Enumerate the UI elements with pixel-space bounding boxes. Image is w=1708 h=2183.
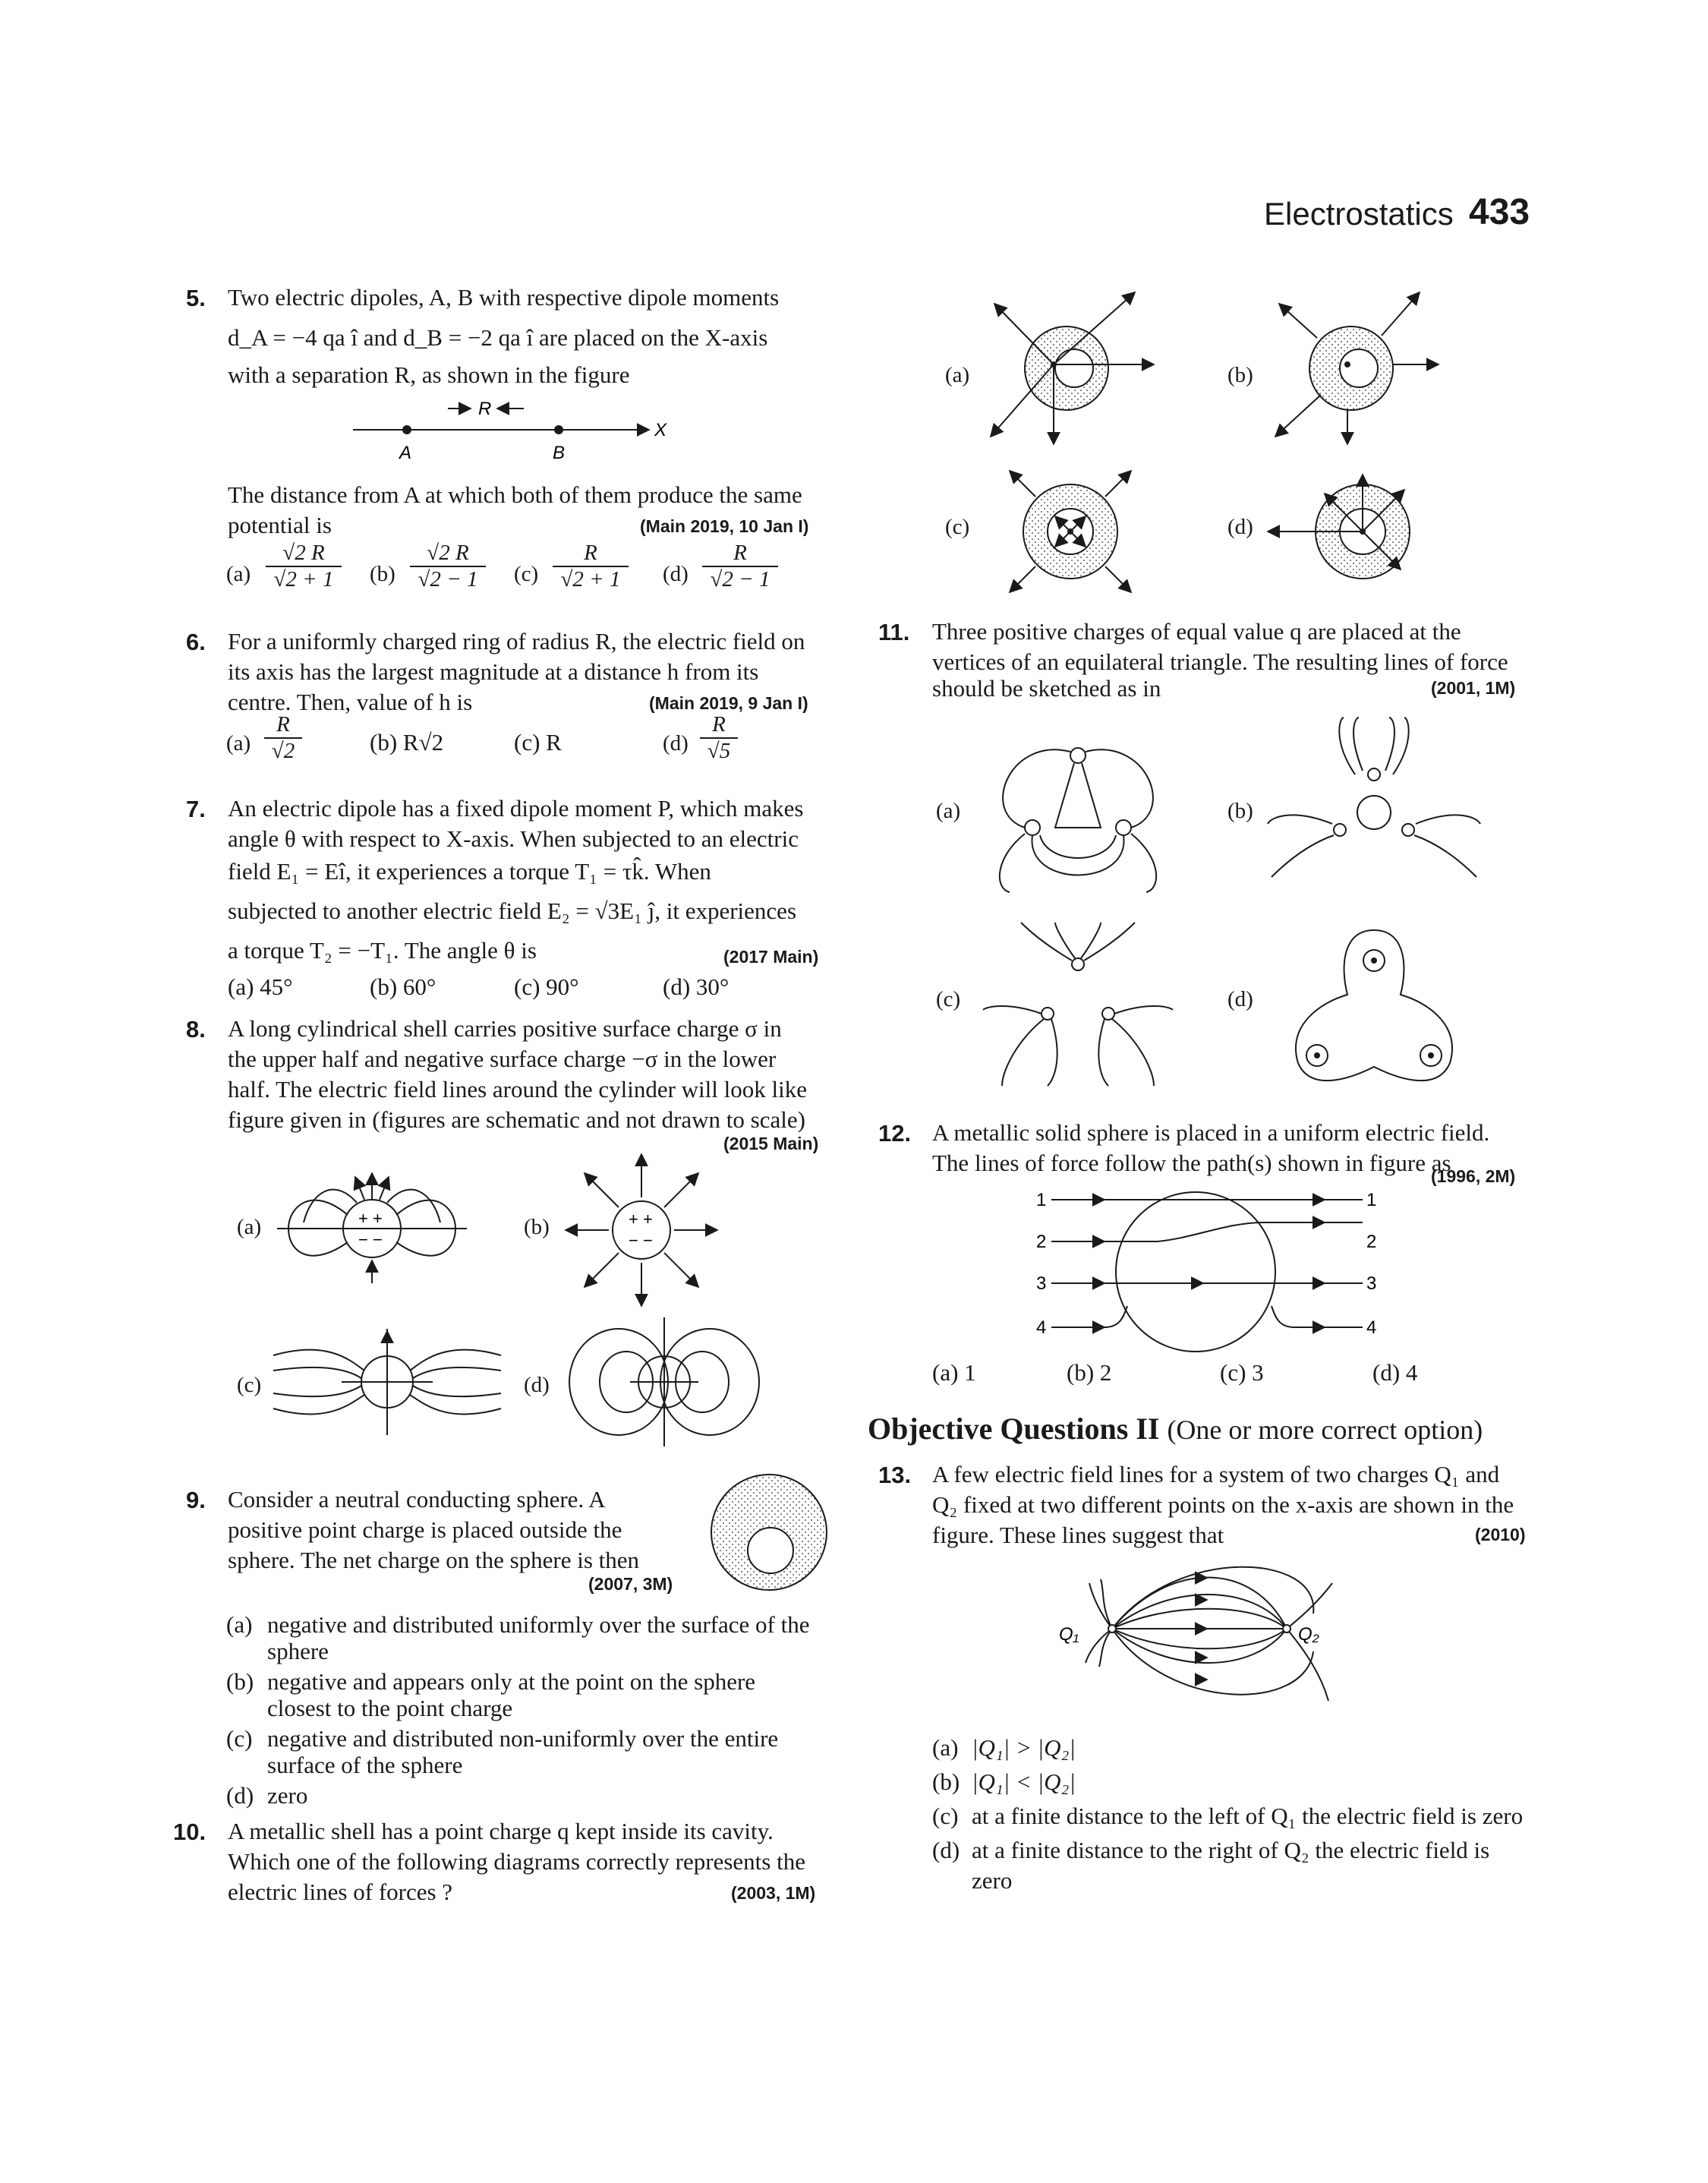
q11-figure-a[interactable] (979, 721, 1177, 896)
q10-source-tag: (2003, 1M) (731, 1883, 816, 1903)
q5-option-a-value[interactable]: $\frac{√2 R}{√2 + 1}$ (266, 541, 342, 592)
svg-text:− −: − − (358, 1230, 383, 1249)
q13-option-d-text-line-2[interactable]: zero (972, 1867, 1013, 1894)
field-line-label-4-right: 4 (1366, 1317, 1377, 1338)
q5-option-b-value[interactable]: $\frac{√2 R}{√2 - 1}$ (410, 541, 486, 592)
q6-source-tag: (Main 2019, 9 Jan I) (649, 693, 808, 713)
q5-option-c-label: (c) (514, 562, 539, 586)
field-line-label-3-right: 3 (1366, 1273, 1377, 1294)
q13-line-3: figure. These lines suggest that (932, 1522, 1224, 1548)
field-line-label-3-left: 3 (1036, 1273, 1047, 1294)
q5-option-a-label: (a) (226, 562, 251, 586)
q12-option-c[interactable]: (c) 3 (1220, 1359, 1264, 1386)
q5-line-5: potential is (228, 512, 332, 538)
q7-line-4: subjected to another electric field E₂ = √3E₁ ĵ, it experiences (228, 897, 797, 924)
q6-option-b[interactable]: (b) R√2 (370, 729, 444, 756)
q12-sphere-field-figure (1029, 1185, 1385, 1344)
field-line-label-4-left: 4 (1036, 1317, 1047, 1338)
section-title: Objective Questions II (868, 1412, 1160, 1446)
q13-field-lines-figure (1055, 1568, 1359, 1720)
q12-source-tag: (1996, 2M) (1431, 1166, 1516, 1186)
q13-number: 13. (878, 1462, 912, 1488)
q7-option-b[interactable]: (b) 60° (370, 973, 436, 1000)
q10-figure-b-label: (b) (1227, 363, 1253, 387)
q10-figure-c-label: (c) (945, 515, 970, 539)
q8-line-1: A long cylindrical shell carries positive surface charge σ in (228, 1015, 782, 1042)
q9-option-b-label: (b) (226, 1668, 254, 1695)
charge-label-q1: Q₁ (1059, 1624, 1079, 1645)
q5-line-4: The distance from A at which both of them produce the same (228, 481, 802, 508)
q5-option-d-label: (d) (663, 562, 689, 586)
q6-option-a-value[interactable]: $\frac{R}{√2}$ (264, 712, 302, 764)
q7-option-c[interactable]: (c) 90° (514, 973, 579, 1000)
q12-line-2: The lines of force follow the path(s) shown in figure as (932, 1150, 1451, 1176)
q13-option-d-text[interactable]: at a finite distance to the right of Q₂ the electric field is (972, 1837, 1490, 1863)
q6-option-d-value[interactable]: $\frac{R}{√5}$ (700, 712, 738, 764)
q8-figure-c[interactable] (266, 1325, 509, 1439)
field-line-label-2-right: 2 (1366, 1232, 1377, 1252)
q5-option-b-label: (b) (370, 562, 395, 586)
q9-sphere-figure (710, 1473, 831, 1595)
q13-option-c-text[interactable]: at a finite distance to the left of Q₁ the electric field is zero (972, 1803, 1524, 1829)
svg-text:+ +: + + (358, 1209, 383, 1228)
section-subtitle: (One or more correct option) (1167, 1415, 1483, 1445)
q8-figure-d[interactable] (562, 1314, 767, 1450)
q10-figure-d[interactable] (1264, 456, 1446, 607)
q10-figure-a-label: (a) (945, 363, 970, 387)
q7-number: 7. (186, 796, 206, 822)
q10-figure-d-label: (d) (1227, 515, 1253, 539)
q11-line-1: Three positive charges of equal value q are placed at the (932, 618, 1461, 645)
q13-line-2: Q₂ fixed at two different points on the x-axis are shown in the (932, 1491, 1514, 1518)
q13-option-c-label: (c) (932, 1803, 959, 1829)
field-line-label-1-left: 1 (1036, 1190, 1047, 1210)
q9-option-c-label: (c) (226, 1725, 253, 1752)
q5-line-2: d_A = −4 qa î and d_B = −2 qa î are placed on the X-axis (228, 324, 768, 351)
q6-option-a-label: (a) (226, 731, 251, 756)
q8-figure-c-label: (c) (237, 1373, 262, 1397)
running-header-title: Electrostatics (1264, 196, 1454, 232)
q11-figure-a-label: (a) (936, 799, 961, 823)
q5-option-c-value[interactable]: $\frac{R}{√2 + 1}$ (553, 541, 629, 592)
q13-option-a-text[interactable]: |Q₁| > |Q₂| (972, 1734, 1076, 1761)
q8-figure-a-label: (a) (237, 1215, 262, 1239)
figure-label-a: A (399, 443, 412, 463)
q9-source-tag: (2007, 3M) (588, 1574, 673, 1594)
q7-option-d[interactable]: (d) 30° (663, 973, 730, 1000)
q12-option-b[interactable]: (b) 2 (1067, 1359, 1112, 1386)
q9-option-c-line-2[interactable]: surface of the sphere (267, 1752, 463, 1778)
q6-option-d-label: (d) (663, 731, 689, 756)
svg-text:+ +: + + (629, 1210, 653, 1229)
q13-option-a-label: (a) (932, 1734, 959, 1761)
q12-line-1: A metallic solid sphere is placed in a uniform electric field. (932, 1119, 1490, 1146)
q10-number: 10. (173, 1819, 206, 1845)
q5-option-d-value[interactable]: $\frac{R}{√2 - 1}$ (702, 541, 778, 592)
q8-figure-b[interactable] (562, 1150, 721, 1310)
q8-line-4: figure given in (figures are schematic and not drawn to scale) (228, 1106, 805, 1133)
section-heading (868, 1411, 1483, 1446)
q7-option-a[interactable]: (a) 45° (228, 973, 293, 1000)
q5-dipole-figure (349, 395, 668, 463)
q10-figure-c[interactable] (979, 456, 1161, 607)
q5-line-3: with a separation R, as shown in the figure (228, 361, 630, 388)
dipole-a-dot (402, 425, 411, 434)
q10-figure-b[interactable] (1264, 289, 1446, 448)
field-line-label-1-right: 1 (1366, 1190, 1377, 1210)
q11-number: 11. (878, 619, 910, 645)
q13-option-b-text[interactable]: |Q₁| < |Q₂| (972, 1768, 1076, 1795)
charge-label-q2: Q₂ (1298, 1624, 1319, 1645)
q9-option-b-line-2[interactable]: closest to the point charge (267, 1695, 513, 1721)
q10-line-2: Which one of the following diagrams correctly represents the (228, 1848, 805, 1875)
q13-line-1: A few electric field lines for a system of two charges Q₁ and (932, 1461, 1500, 1487)
field-line-label-2-left: 2 (1036, 1232, 1047, 1252)
q8-source-tag: (2015 Main) (723, 1134, 819, 1153)
q7-line-3: field E₁ = Eî, it experiences a torque T₁ = τk̂. When (228, 858, 711, 885)
q12-option-d[interactable]: (d) 4 (1372, 1359, 1418, 1386)
q9-option-c-line-1[interactable]: negative and distributed non-uniformly over the entire (267, 1725, 779, 1752)
q9-option-a-line-1[interactable]: negative and distributed uniformly over the surface of the (267, 1611, 810, 1638)
q11-figure-c[interactable] (979, 919, 1177, 1093)
q8-figure-a[interactable] (273, 1169, 471, 1291)
q7-source-tag: (2017 Main) (723, 947, 819, 967)
q5-line-1: Two electric dipoles, A, B with respective dipole moments (228, 284, 780, 311)
page-number: 433 (1469, 192, 1530, 232)
q8-figure-d-label: (d) (524, 1373, 550, 1397)
figure-label-b: B (553, 443, 566, 463)
q11-figure-b[interactable] (1264, 718, 1484, 885)
q12-option-a[interactable]: (a) 1 (932, 1359, 976, 1386)
q9-line-1: Consider a neutral conducting sphere. A (228, 1486, 606, 1513)
q9-line-2: positive point charge is placed outside the (228, 1516, 622, 1543)
q11-line-3: should be sketched as in (932, 675, 1161, 702)
q9-option-a-label: (a) (226, 1611, 253, 1638)
q5-number: 5. (186, 285, 206, 311)
q7-line-5: a torque T₂ = −T₁. The angle θ is (228, 937, 537, 964)
dipole-b-dot (554, 425, 563, 434)
figure-label-x: X (654, 420, 667, 440)
q13-option-d-label: (d) (932, 1837, 960, 1863)
q7-line-2: angle θ with respect to X-axis. When subjected to an electric (228, 825, 799, 852)
svg-text:− −: − − (629, 1231, 653, 1250)
q11-source-tag: (2001, 1M) (1431, 678, 1516, 698)
q6-line-1: For a uniformly charged ring of radius R, the electric field on (228, 628, 805, 655)
q6-option-c[interactable]: (c) R (514, 729, 562, 756)
q6-line-2: its axis has the largest magnitude at a distance h from its (228, 658, 759, 685)
q11-figure-d-label: (d) (1227, 987, 1253, 1011)
q11-figure-c-label: (c) (936, 987, 961, 1011)
q9-option-d-label: (d) (226, 1782, 254, 1809)
q6-number: 6. (186, 629, 206, 655)
q8-figure-b-label: (b) (524, 1215, 550, 1239)
figure-label-r: R (478, 399, 492, 419)
q13-source-tag: (2010) (1475, 1525, 1526, 1544)
q8-line-2: the upper half and negative surface charge −σ in the lower (228, 1046, 777, 1072)
q10-line-1: A metallic shell has a point charge q kept inside its cavity. (228, 1818, 774, 1844)
q11-figure-b-label: (b) (1227, 799, 1253, 823)
q12-number: 12. (878, 1120, 912, 1147)
q5-source-tag: (Main 2019, 10 Jan I) (640, 516, 809, 536)
q11-line-2: vertices of an equilateral triangle. The resulting lines of force (932, 648, 1508, 675)
q9-line-3: sphere. The net charge on the sphere is then (228, 1547, 640, 1573)
q10-figure-a[interactable] (979, 289, 1161, 448)
q13-option-b-label: (b) (932, 1768, 960, 1795)
q10-line-3: electric lines of forces ? (228, 1879, 453, 1905)
q9-option-a-line-2[interactable]: sphere (267, 1638, 329, 1664)
q9-number: 9. (186, 1487, 206, 1513)
q7-line-1: An electric dipole has a fixed dipole moment P, which makes (228, 795, 804, 822)
q8-line-3: half. The electric field lines around the cylinder will look like (228, 1076, 807, 1103)
q6-line-3: centre. Then, value of h is (228, 689, 473, 715)
q8-number: 8. (186, 1016, 206, 1043)
q9-option-d-line-1[interactable]: zero (267, 1782, 308, 1809)
q9-option-b-line-1[interactable]: negative and appears only at the point on the sphere (267, 1668, 756, 1695)
q11-figure-d[interactable] (1275, 919, 1473, 1093)
